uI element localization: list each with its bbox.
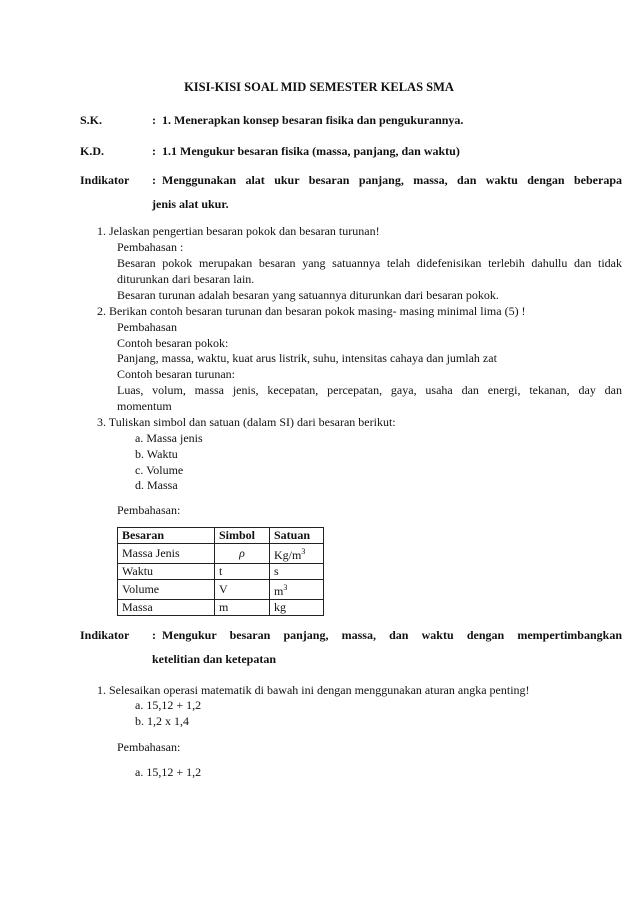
s2-q1-item: a. 15,12 + 1,2 bbox=[135, 698, 202, 712]
table-cell: ρ bbox=[215, 544, 270, 564]
table-row bbox=[118, 564, 324, 580]
sk-label: S.K. bbox=[80, 113, 103, 127]
table-cell: V bbox=[215, 580, 270, 600]
q2-pembahasan-line4: Luas, volum, massa jenis, kecepatan, percepatan, gaya, usaha dan energi, tekanan, day dan bbox=[117, 383, 622, 397]
q2-pembahasan-line2: Panjang, massa, waktu, kuat arus listrik, suhu, intensitas cahaya dan jumlah zat bbox=[117, 351, 497, 365]
indikator2-line1: Mengukur besaran panjang, massa, dan waktu dengan mempertimbangkan bbox=[162, 628, 622, 642]
q3-pembahasan-label: Pembahasan: bbox=[117, 503, 181, 517]
kd-label: K.D. bbox=[80, 144, 104, 158]
q3-item: a. Massa jenis bbox=[135, 431, 203, 445]
q3-item: c. Volume bbox=[135, 463, 184, 477]
indikator2-label: Indikator bbox=[80, 628, 130, 642]
s2-q1-item: b. 1,2 x 1,4 bbox=[135, 714, 189, 728]
indikator1-label: Indikator bbox=[80, 173, 130, 187]
table-cell: kg bbox=[270, 600, 324, 616]
indikator2-colon: : bbox=[152, 628, 156, 642]
q1-pembahasan-line2: diturunkan dari besaran lain. bbox=[117, 272, 255, 286]
q1-pembahasan-line3: Besaran turunan adalah besaran yang satuannya diturunkan dari besaran pokok. bbox=[117, 288, 499, 302]
document-title: KISI-KISI SOAL MID SEMESTER KELAS SMA bbox=[184, 80, 454, 94]
table-cell bbox=[270, 544, 324, 564]
table-header: Besaran bbox=[118, 528, 215, 544]
s2-q1-text: 1. Selesaikan operasi matematik di bawah ini dengan menggunakan aturan angka penting! bbox=[97, 683, 530, 697]
table-header: Satuan bbox=[270, 528, 324, 544]
table-cell: s bbox=[270, 564, 324, 580]
indikator1-line1: Menggunakan alat ukur besaran panjang, massa, dan waktu dengan beberapa bbox=[162, 173, 622, 187]
q2-pembahasan-line5: momentum bbox=[117, 399, 172, 413]
q1-text: 1. Jelaskan pengertian besaran pokok dan besaran turunan! bbox=[97, 224, 380, 238]
q3-text: 3. Tuliskan simbol dan satuan (dalam SI) dari besaran berikut: bbox=[97, 415, 396, 429]
q1-pembahasan-label: Pembahasan : bbox=[117, 240, 184, 254]
unit-exponent: 3 bbox=[301, 547, 306, 556]
indikator2-line2: ketelitian dan ketepatan bbox=[152, 652, 277, 666]
unit-text: m bbox=[274, 584, 284, 598]
table-cell bbox=[270, 580, 324, 600]
q1-pembahasan-line1: Besaran pokok merupakan besaran yang satuannya telah didefenisikan terlebih dahullu dan tidak bbox=[117, 256, 622, 270]
symbol-unit-table bbox=[117, 527, 324, 616]
sk-colon: : bbox=[152, 113, 156, 127]
unit-text: Kg/m bbox=[274, 548, 302, 562]
table-cell: t bbox=[215, 564, 270, 580]
sk-text: 1. Menerapkan konsep besaran fisika dan pengukurannya. bbox=[162, 113, 464, 127]
indikator1-colon: : bbox=[152, 173, 156, 187]
unit-exponent: 3 bbox=[283, 583, 288, 592]
q2-pembahasan-label: Pembahasan bbox=[117, 320, 177, 334]
table-header: Simbol bbox=[215, 528, 270, 544]
table-cell: Massa Jenis bbox=[118, 544, 215, 564]
q2-pembahasan-line1: Contoh besaran pokok: bbox=[117, 336, 229, 350]
q3-item: d. Massa bbox=[135, 478, 178, 492]
table-cell: Massa bbox=[118, 600, 215, 616]
s2-pembahasan-label: Pembahasan: bbox=[117, 740, 181, 754]
q2-text: 2. Berikan contoh besaran turunan dan besaran pokok masing- masing minimal lima (5) ! bbox=[97, 304, 526, 318]
table-row bbox=[118, 580, 324, 600]
kd-colon: : bbox=[152, 144, 156, 158]
kd-text: 1.1 Mengukur besaran fisika (massa, panjang, dan waktu) bbox=[162, 144, 460, 158]
table-row bbox=[118, 544, 324, 564]
table-row bbox=[118, 600, 324, 616]
table-cell: Volume bbox=[118, 580, 215, 600]
s2-pembahasan-item: a. 15,12 + 1,2 bbox=[135, 765, 202, 779]
indikator1-line2: jenis alat ukur. bbox=[152, 197, 229, 211]
table-cell: m bbox=[215, 600, 270, 616]
table-cell: Waktu bbox=[118, 564, 215, 580]
q2-pembahasan-line3: Contoh besaran turunan: bbox=[117, 367, 235, 381]
q3-item: b. Waktu bbox=[135, 447, 178, 461]
table-header-row bbox=[118, 528, 324, 544]
